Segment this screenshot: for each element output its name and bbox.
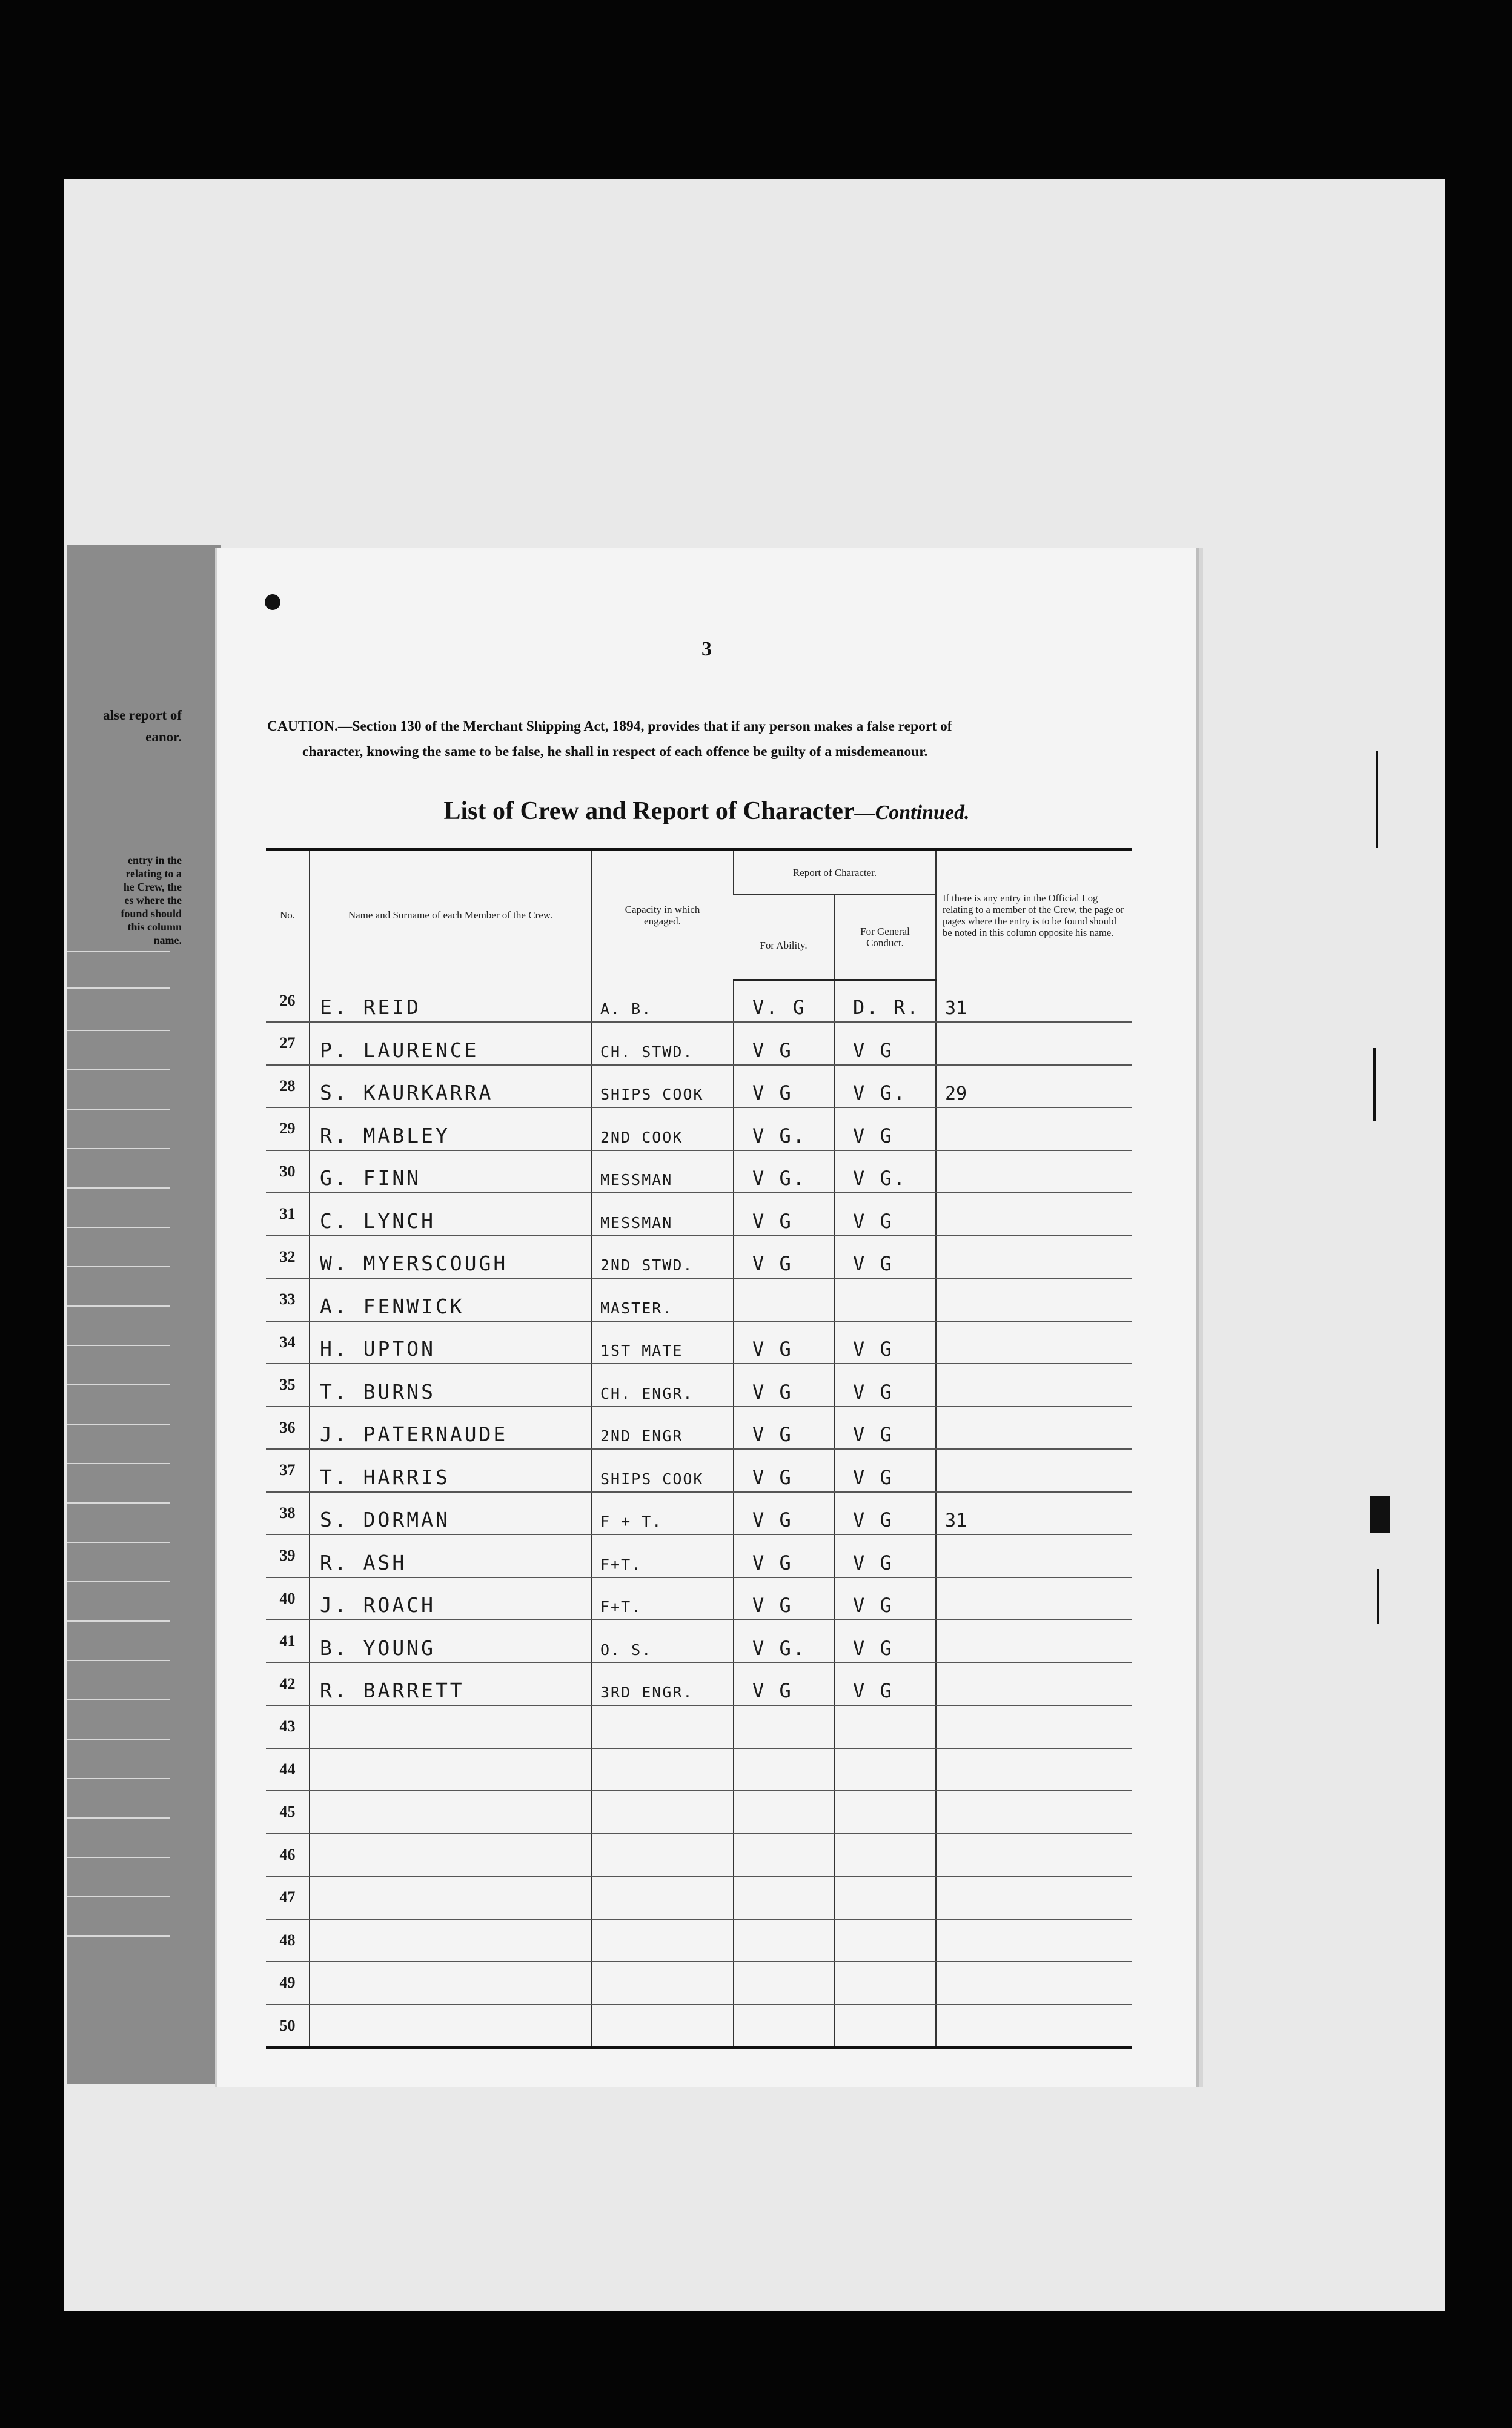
ability-rating: V G — [734, 1321, 834, 1364]
log-page-ref — [936, 1620, 1132, 1663]
log-page-ref — [936, 1278, 1132, 1321]
left-page-fragment: alse report of — [103, 708, 182, 723]
ability-rating: V G — [734, 1449, 834, 1492]
ability-rating — [734, 1834, 834, 1877]
ability-rating: V G — [734, 1492, 834, 1535]
crew-number: 42 — [266, 1663, 310, 1706]
conduct-rating: V G — [834, 1577, 936, 1620]
table-row — [266, 1407, 1132, 1450]
conduct-rating — [834, 1748, 936, 1791]
log-page-ref: 31 — [936, 980, 1132, 1023]
crew-name: S. DORMAN — [310, 1492, 591, 1535]
crew-capacity — [591, 1919, 734, 1962]
ability-rating: V G — [734, 1407, 834, 1450]
table-row — [266, 1492, 1132, 1535]
crew-name: C. LYNCH — [310, 1193, 591, 1236]
conduct-rating: V G. — [834, 1150, 936, 1193]
table-row — [266, 1705, 1132, 1748]
table-row — [266, 1534, 1132, 1577]
crew-name — [310, 1748, 591, 1791]
table-row — [266, 1150, 1132, 1193]
conduct-rating — [834, 1834, 936, 1877]
crew-capacity: SHIPS COOK — [591, 1065, 734, 1108]
crew-name: A. FENWICK — [310, 1278, 591, 1321]
crew-number: 34 — [266, 1321, 310, 1364]
crew-name: B. YOUNG — [310, 1620, 591, 1663]
crew-capacity: MESSMAN — [591, 1150, 734, 1193]
table-row — [266, 1663, 1132, 1706]
table-row — [266, 1107, 1132, 1150]
crew-capacity: SHIPS COOK — [591, 1449, 734, 1492]
title-main: List of Crew and Report of Character — [443, 797, 855, 825]
left-page-fragment: name. — [153, 934, 182, 946]
crew-capacity: 2ND ENGR — [591, 1407, 734, 1450]
crew-number: 47 — [266, 1876, 310, 1919]
header-ability: For Ability. — [734, 895, 834, 980]
crew-capacity: CH. STWD. — [591, 1022, 734, 1065]
left-page-fragment: this column — [127, 921, 182, 933]
crew-capacity — [591, 2005, 734, 2048]
crew-capacity: 2ND STWD. — [591, 1236, 734, 1279]
crew-name: T. HARRIS — [310, 1449, 591, 1492]
crew-capacity: F+T. — [591, 1577, 734, 1620]
crew-number: 48 — [266, 1919, 310, 1962]
crew-name: T. BURNS — [310, 1364, 591, 1407]
ability-rating: V G. — [734, 1107, 834, 1150]
caution-line: character, knowing the same to be false, he shall in respect of each offence be guilty of a misdemeanour. — [302, 744, 928, 760]
ability-rating: V G. — [734, 1620, 834, 1663]
crew-capacity: MASTER. — [591, 1278, 734, 1321]
crew-number: 28 — [266, 1065, 310, 1108]
log-page-ref — [936, 1193, 1132, 1236]
crew-number: 38 — [266, 1492, 310, 1535]
conduct-rating: V G — [834, 1107, 936, 1150]
conduct-rating: V G — [834, 1534, 936, 1577]
page-number: 3 — [701, 638, 712, 660]
crew-number: 44 — [266, 1748, 310, 1791]
title-suffix: —Continued. — [854, 801, 970, 824]
table-row — [266, 1364, 1132, 1407]
ability-rating: V G — [734, 1236, 834, 1279]
crew-capacity: A. B. — [591, 980, 734, 1023]
crew-list-page — [215, 548, 1199, 2087]
header-conduct: For General Conduct. — [834, 895, 936, 980]
left-page-fragment: relating to a — [125, 867, 182, 880]
header-capacity: Capacity in which engaged. — [591, 849, 734, 980]
table-row — [266, 1022, 1132, 1065]
ability-rating — [734, 1919, 834, 1962]
table-row — [266, 1065, 1132, 1108]
caution-line: CAUTION.—Section 130 of the Merchant Shipping Act, 1894, provides that if any person makes a false report of — [267, 718, 952, 734]
table-row — [266, 980, 1132, 1023]
conduct-rating: D. R. — [834, 980, 936, 1023]
crew-number: 32 — [266, 1236, 310, 1279]
list-title — [217, 797, 1196, 826]
crew-capacity: 2ND COOK — [591, 1107, 734, 1150]
conduct-rating: V G — [834, 1407, 936, 1450]
table-row — [266, 1791, 1132, 1834]
ability-rating — [734, 1748, 834, 1791]
caution-notice — [267, 714, 1139, 765]
table-row — [266, 1193, 1132, 1236]
crew-capacity — [591, 1791, 734, 1834]
table-row — [266, 1919, 1132, 1962]
ability-rating: V G — [734, 1022, 834, 1065]
conduct-rating — [834, 1876, 936, 1919]
crew-capacity: 3RD ENGR. — [591, 1663, 734, 1706]
crew-number: 26 — [266, 980, 310, 1023]
crew-name: H. UPTON — [310, 1321, 591, 1364]
log-page-ref — [936, 1407, 1132, 1450]
table-row — [266, 1449, 1132, 1492]
crew-capacity: F+T. — [591, 1534, 734, 1577]
conduct-rating: V G — [834, 1022, 936, 1065]
ability-rating: V. G — [734, 980, 834, 1023]
crew-number: 30 — [266, 1150, 310, 1193]
crew-table — [266, 848, 1132, 2049]
table-row — [266, 1748, 1132, 1791]
header-report: Report of Character. — [734, 849, 936, 895]
crew-number: 27 — [266, 1022, 310, 1065]
table-row — [266, 1577, 1132, 1620]
crew-name — [310, 1705, 591, 1748]
crew-number: 40 — [266, 1577, 310, 1620]
log-page-ref — [936, 1449, 1132, 1492]
crew-capacity: MESSMAN — [591, 1193, 734, 1236]
table-row — [266, 1278, 1132, 1321]
crew-number: 39 — [266, 1534, 310, 1577]
crew-number: 31 — [266, 1193, 310, 1236]
log-page-ref: 29 — [936, 1065, 1132, 1108]
ability-rating: V G — [734, 1364, 834, 1407]
crew-capacity — [591, 1748, 734, 1791]
crew-name: R. MABLEY — [310, 1107, 591, 1150]
punch-hole — [265, 594, 280, 610]
table-row — [266, 1620, 1132, 1663]
ability-rating — [734, 1278, 834, 1321]
crew-name — [310, 1962, 591, 2005]
table-row — [266, 1236, 1132, 1279]
log-page-ref — [936, 1321, 1132, 1364]
log-page-ref — [936, 1705, 1132, 1748]
crew-capacity: 1ST MATE — [591, 1321, 734, 1364]
crew-name — [310, 1834, 591, 1877]
crew-name: G. FINN — [310, 1150, 591, 1193]
ability-rating: V G — [734, 1065, 834, 1108]
table-row — [266, 1962, 1132, 2005]
left-page-fragment: found should — [121, 907, 182, 920]
conduct-rating: V G — [834, 1236, 936, 1279]
conduct-rating: V G — [834, 1364, 936, 1407]
table-row — [266, 1321, 1132, 1364]
crew-name — [310, 1791, 591, 1834]
log-page-ref — [936, 1364, 1132, 1407]
crew-name: E. REID — [310, 980, 591, 1023]
table-row — [266, 2005, 1132, 2048]
crew-number: 33 — [266, 1278, 310, 1321]
log-page-ref — [936, 1748, 1132, 1791]
log-page-ref — [936, 1022, 1132, 1065]
conduct-rating: V G. — [834, 1065, 936, 1108]
ability-rating: V G. — [734, 1150, 834, 1193]
crew-capacity — [591, 1705, 734, 1748]
crew-number: 29 — [266, 1107, 310, 1150]
log-page-ref: 31 — [936, 1492, 1132, 1535]
conduct-rating — [834, 1278, 936, 1321]
log-page-ref — [936, 1876, 1132, 1919]
conduct-rating: V G — [834, 1321, 936, 1364]
crew-name: R. ASH — [310, 1534, 591, 1577]
crew-capacity: F + T. — [591, 1492, 734, 1535]
ability-rating — [734, 1962, 834, 2005]
ability-rating — [734, 2005, 834, 2048]
log-page-ref — [936, 1663, 1132, 1706]
log-page-ref — [936, 1577, 1132, 1620]
log-page-ref — [936, 1834, 1132, 1877]
ability-rating: V G — [734, 1663, 834, 1706]
crew-name — [310, 2005, 591, 2048]
conduct-rating — [834, 2005, 936, 2048]
adjacent-page-edge — [67, 545, 221, 2084]
crew-capacity — [591, 1834, 734, 1877]
table-row — [266, 1876, 1132, 1919]
log-page-ref — [936, 1534, 1132, 1577]
log-page-ref — [936, 1919, 1132, 1962]
ability-rating: V G — [734, 1577, 834, 1620]
crew-number: 50 — [266, 2005, 310, 2048]
left-page-fragment: entry in the — [128, 854, 182, 866]
conduct-rating — [834, 1705, 936, 1748]
conduct-rating — [834, 1962, 936, 2005]
conduct-rating: V G — [834, 1492, 936, 1535]
crew-name: S. KAURKARRA — [310, 1065, 591, 1108]
crew-number: 36 — [266, 1407, 310, 1450]
log-page-ref — [936, 1107, 1132, 1150]
crew-number: 43 — [266, 1705, 310, 1748]
crew-capacity: CH. ENGR. — [591, 1364, 734, 1407]
conduct-rating: V G — [834, 1449, 936, 1492]
left-page-fragment: eanor. — [145, 729, 182, 745]
ability-rating — [734, 1705, 834, 1748]
crew-name: W. MYERSCOUGH — [310, 1236, 591, 1279]
conduct-rating: V G — [834, 1663, 936, 1706]
ability-rating — [734, 1876, 834, 1919]
log-page-ref — [936, 1150, 1132, 1193]
conduct-rating — [834, 1791, 936, 1834]
conduct-rating: V G — [834, 1193, 936, 1236]
crew-number: 49 — [266, 1962, 310, 2005]
crew-name: P. LAURENCE — [310, 1022, 591, 1065]
crew-number: 46 — [266, 1834, 310, 1877]
header-log: If there is any entry in the Official Log relating to a member of the Crew, the page or pages where the entry is to be found should be noted in this column opposite his name. — [936, 849, 1132, 980]
crew-table-body — [266, 980, 1132, 2048]
log-page-ref — [936, 2005, 1132, 2048]
crew-number: 35 — [266, 1364, 310, 1407]
crew-capacity — [591, 1876, 734, 1919]
header-no: No. — [266, 849, 310, 980]
table-row — [266, 1834, 1132, 1877]
log-page-ref — [936, 1791, 1132, 1834]
left-page-fragment: he Crew, the — [123, 881, 182, 893]
conduct-rating: V G — [834, 1620, 936, 1663]
conduct-rating — [834, 1919, 936, 1962]
ability-rating: V G — [734, 1534, 834, 1577]
crew-number: 37 — [266, 1449, 310, 1492]
ability-rating: V G — [734, 1193, 834, 1236]
crew-name: J. PATERNAUDE — [310, 1407, 591, 1450]
crew-number: 41 — [266, 1620, 310, 1663]
log-page-ref — [936, 1962, 1132, 2005]
crew-name: R. BARRETT — [310, 1663, 591, 1706]
crew-name — [310, 1876, 591, 1919]
log-page-ref — [936, 1236, 1132, 1279]
crew-name — [310, 1919, 591, 1962]
header-name: Name and Surname of each Member of the Crew. — [310, 849, 591, 980]
crew-name: J. ROACH — [310, 1577, 591, 1620]
crew-number: 45 — [266, 1791, 310, 1834]
crew-capacity — [591, 1962, 734, 2005]
ability-rating — [734, 1791, 834, 1834]
left-page-fragment: es where the — [124, 894, 182, 906]
scan-artifacts — [1370, 575, 1418, 1848]
crew-capacity: O. S. — [591, 1620, 734, 1663]
